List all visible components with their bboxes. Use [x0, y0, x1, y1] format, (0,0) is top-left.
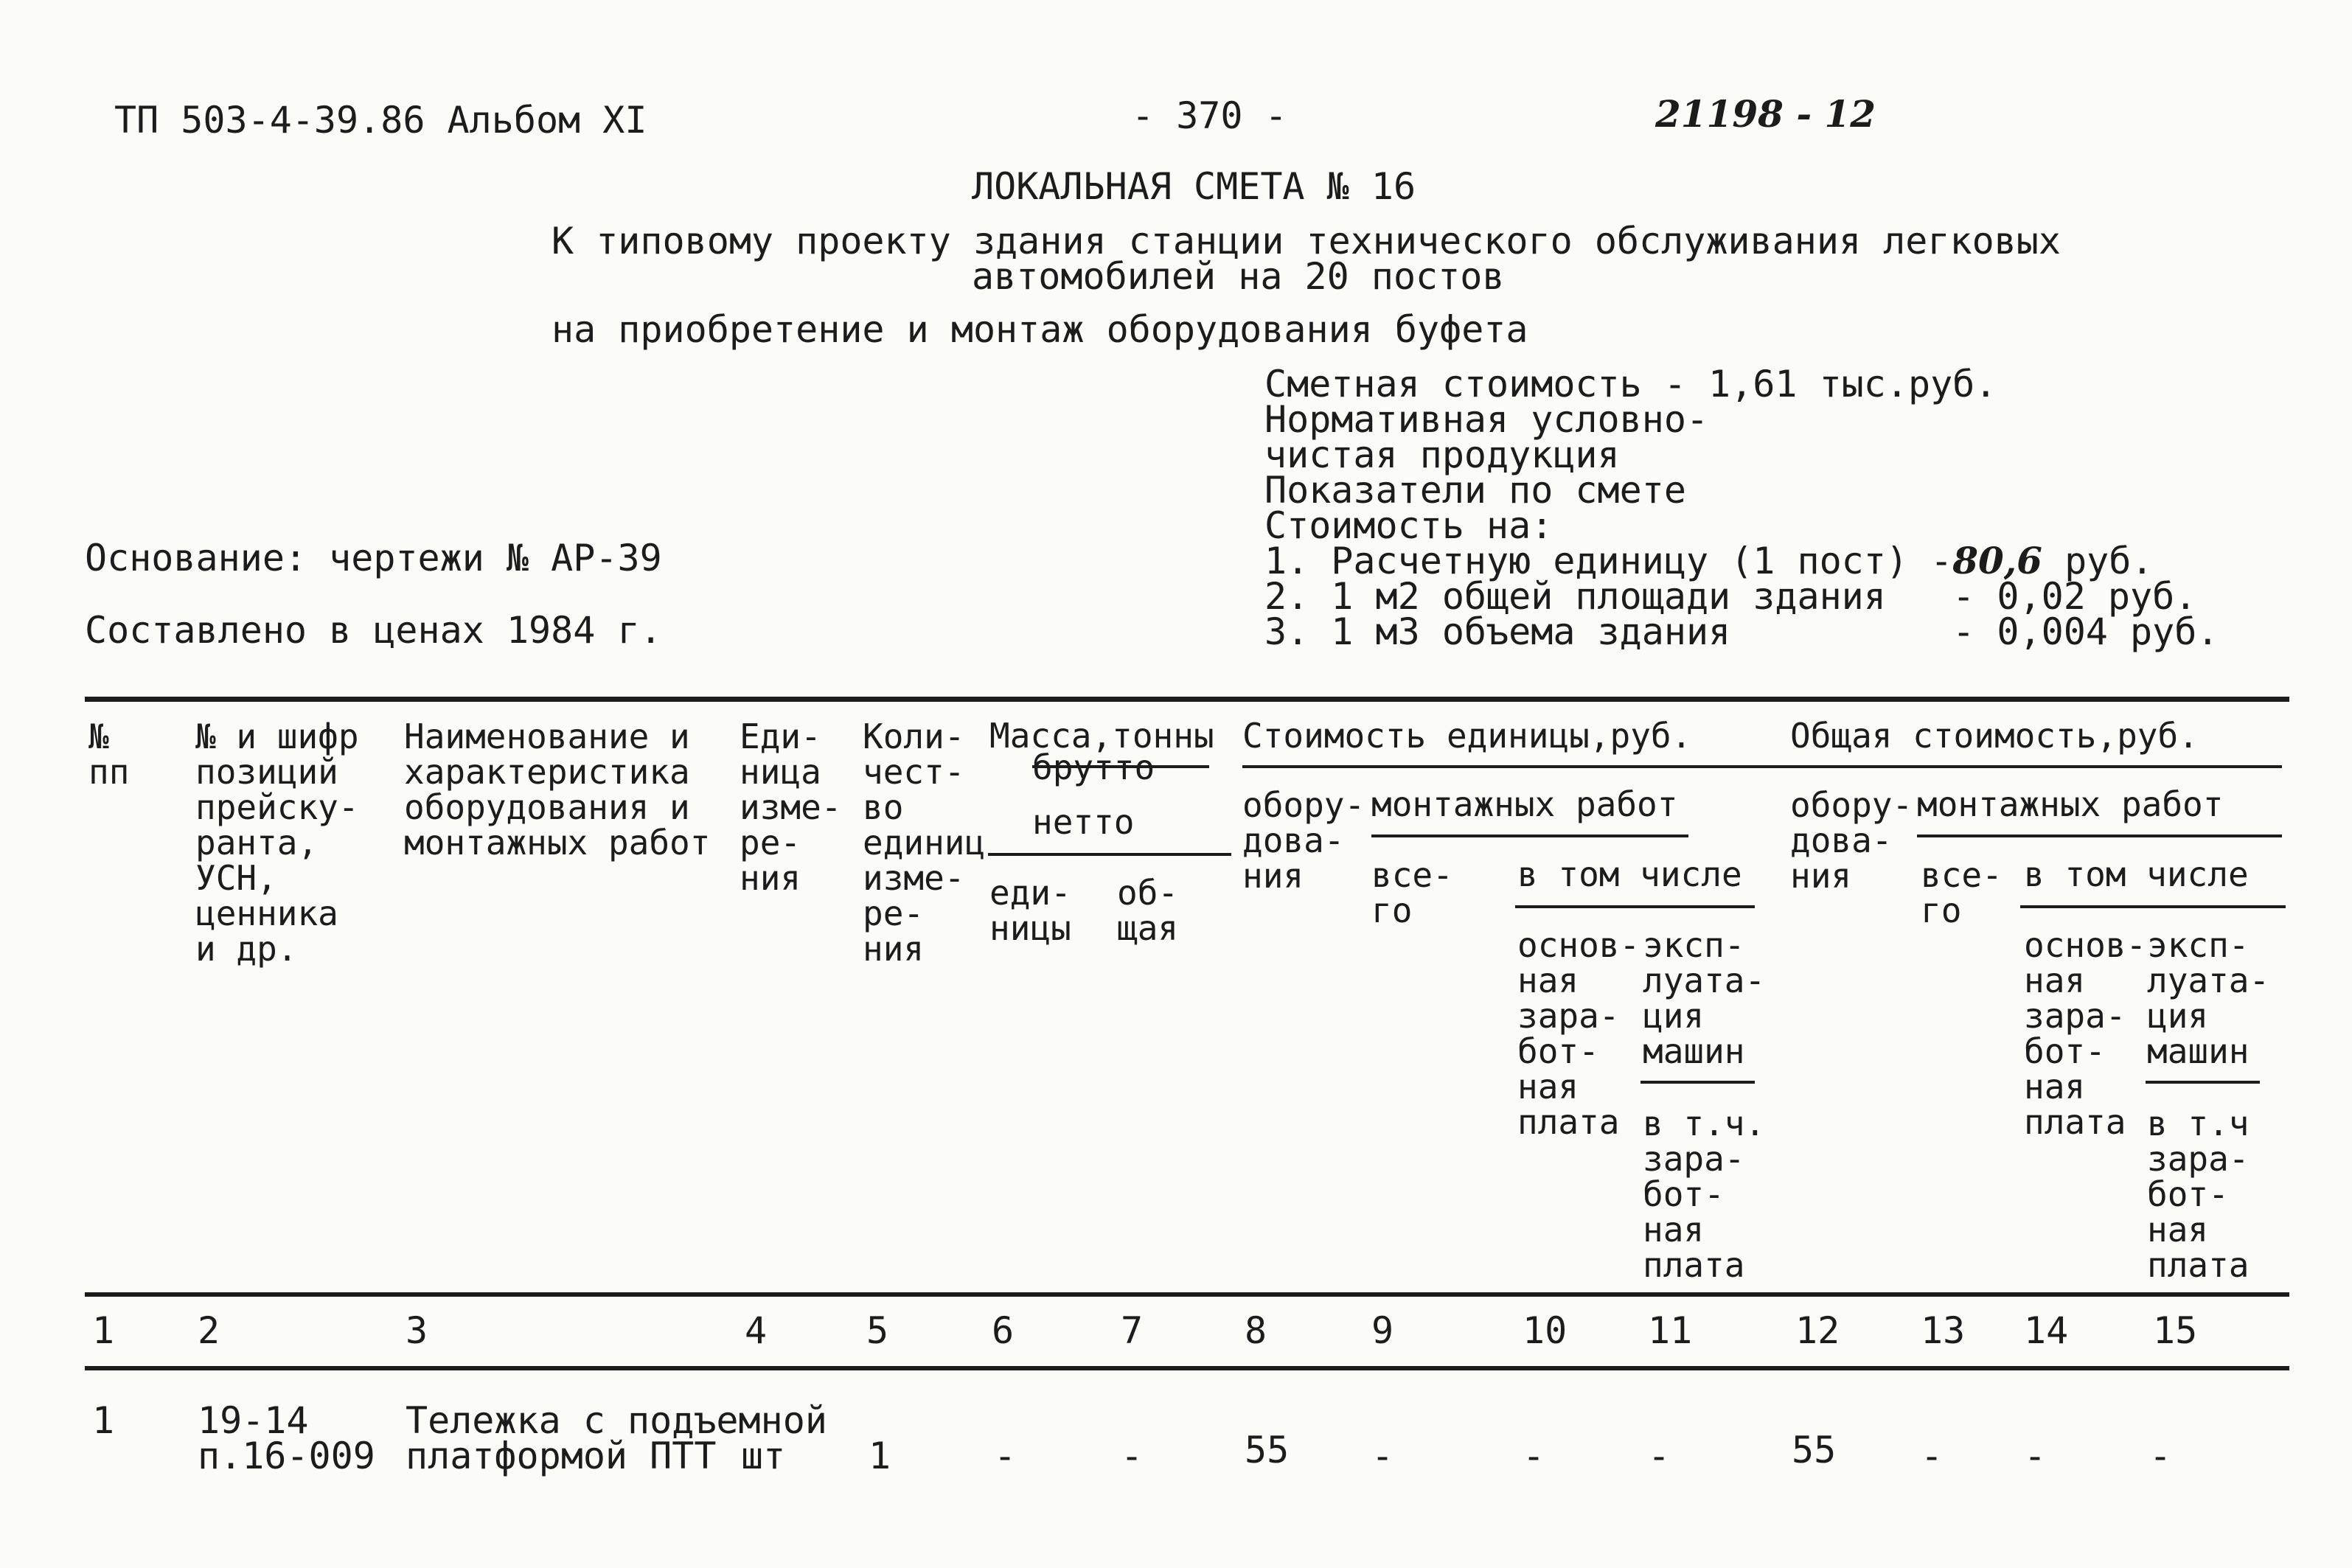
basis: Основание: чертежи № АР-39: [85, 537, 662, 579]
header-exp-unit: эксп- луата- ция машин: [1643, 925, 1766, 1071]
netto-rule: [988, 853, 1231, 856]
row-name1: Тележка с подъемной: [406, 1399, 827, 1442]
mount-rule-unit: [1371, 834, 1688, 837]
estimated-cost: Сметная стоимость - 1,61 тыс.руб.: [1264, 363, 1997, 405]
header-code: № и шифр позиций прейску- ранта, УСН, ценника и др.: [195, 717, 359, 969]
row-qty: 1: [869, 1435, 891, 1477]
exp-rule-total: [2146, 1081, 2260, 1084]
mount-rule-total: [1917, 834, 2282, 837]
header-name: Наименование и характеристика оборудования и монтажных работ: [404, 717, 711, 863]
col-number-9: 9: [1371, 1309, 1394, 1352]
header-exp-total: эксп- луата- ция машин: [2147, 925, 2270, 1071]
row-num: 1: [92, 1399, 115, 1442]
indicators-heading: Показатели по смете: [1264, 469, 1686, 512]
numbers-bottom-rule: [85, 1366, 2289, 1370]
subtitle-line1: К типовому проекту здания станции технического обслуживания легковых: [552, 220, 2061, 262]
norm-line1: Нормативная условно-: [1264, 398, 1709, 441]
header-equip-unit: обору- дова- ния: [1242, 785, 1365, 896]
col-number-5: 5: [866, 1309, 889, 1352]
price-basis: Составлено в ценах 1984 г.: [85, 609, 662, 652]
subtitle-line2: автомобилей на 20 постов: [972, 255, 1505, 298]
page-number: - 370 -: [1132, 94, 1287, 137]
header-mount-total: монтажных работ: [1917, 784, 2224, 824]
header-basic-total: основ- ная зара- бот- ная плата: [2024, 925, 2147, 1142]
row-equip-unit: 55: [1245, 1429, 1290, 1471]
row-equip-total: 55: [1792, 1429, 1837, 1471]
header-total-cost: Общая стоимость,руб.: [1790, 716, 2199, 756]
col-number-14: 14: [2024, 1309, 2069, 1352]
cost-on-heading: Стоимость на:: [1264, 504, 1553, 547]
sheet-code: 21198 - 12: [1655, 92, 1876, 136]
header-equip-total: обору- дова- ния: [1790, 785, 1913, 896]
header-qty: Коли- чест- во единиц изме- ре- ния: [863, 717, 986, 969]
col-number-2: 2: [198, 1309, 220, 1352]
norm-line2: чистая продукция: [1264, 433, 1620, 476]
header-incl-total: в том числе: [2024, 854, 2249, 894]
header-netto: нетто: [1032, 802, 1135, 842]
indicator-item1: [1264, 539, 2154, 582]
indicator-item1-value: 80,6: [1952, 539, 2042, 582]
incl-rule-unit: [1515, 905, 1755, 908]
col-number-11: 11: [1648, 1309, 1693, 1352]
table-top-rule: [85, 697, 2289, 702]
row-mass-total: -: [1121, 1435, 1144, 1477]
header-all-total: все- го: [1921, 855, 2003, 930]
col-number-15: 15: [2153, 1309, 2198, 1352]
row-mass-unit: -: [994, 1435, 1017, 1477]
col-number-3: 3: [406, 1309, 428, 1352]
estimate-title: ЛОКАЛЬНАЯ СМЕТА № 16: [972, 165, 1416, 208]
header-exp-salary-total: в т.ч зара- бот- ная плата: [2147, 1104, 2250, 1285]
row-name2: платформой ПТТ: [406, 1435, 717, 1477]
exp-rule-unit: [1641, 1081, 1755, 1084]
header-all-unit: все- го: [1371, 855, 1453, 930]
row-exp-total: -: [2149, 1435, 2172, 1477]
header-brutto: брутто: [1032, 748, 1155, 787]
col-number-6: 6: [992, 1309, 1015, 1352]
row-code1: 19-14: [198, 1399, 309, 1442]
col-number-7: 7: [1121, 1309, 1144, 1352]
indicator-item3: 3. 1 м3 объема здания - 0,004 руб.: [1264, 610, 2219, 653]
incl-rule-total: [2020, 905, 2286, 908]
header-bottom-rule: [85, 1292, 2289, 1297]
cost-header-rule: [1242, 765, 2282, 768]
col-number-4: 4: [745, 1309, 768, 1352]
document-code: ТП 503-4-39.86 Альбом XI: [114, 99, 647, 142]
header-mount-unit: монтажных работ: [1371, 784, 1678, 824]
row-code2: п.16-009: [198, 1435, 375, 1477]
col-number-10: 10: [1523, 1309, 1568, 1352]
row-mount-all-total: -: [1921, 1435, 1944, 1477]
header-mass-unit: еди- ницы: [989, 873, 1071, 948]
row-unit: шт: [741, 1435, 786, 1477]
indicator-item1-label: 1. Расчетную единицу (1 пост) -: [1264, 540, 1953, 582]
col-number-1: 1: [92, 1309, 115, 1352]
indicator-item2: 2. 1 м2 общей площади здания - 0,02 руб.: [1264, 575, 2197, 618]
header-mass-total: об- щая: [1117, 873, 1179, 948]
header-unit-cost: Стоимость единицы,руб.: [1242, 716, 1692, 756]
purpose: на приобретение и монтаж оборудования буфета: [552, 308, 1528, 351]
row-basic: -: [1523, 1435, 1545, 1477]
header-incl-unit: в том числе: [1517, 854, 1742, 894]
header-mass: Масса,тонны: [989, 716, 1214, 756]
row-basic-total: -: [2024, 1435, 2047, 1477]
header-unit: Еди- ница изме- ре- ния: [740, 717, 842, 898]
indicator-item1-unit: руб.: [2064, 540, 2154, 582]
header-num: № пп: [88, 717, 130, 792]
col-number-8: 8: [1245, 1309, 1267, 1352]
row-mount-all: -: [1371, 1435, 1394, 1477]
col-number-13: 13: [1921, 1309, 1966, 1352]
header-basic-unit: основ- ная зара- бот- ная плата: [1517, 925, 1641, 1142]
col-number-12: 12: [1795, 1309, 1840, 1352]
header-exp-salary-unit: в т.ч. зара- бот- ная плата: [1643, 1104, 1766, 1285]
row-exp: -: [1648, 1435, 1671, 1477]
